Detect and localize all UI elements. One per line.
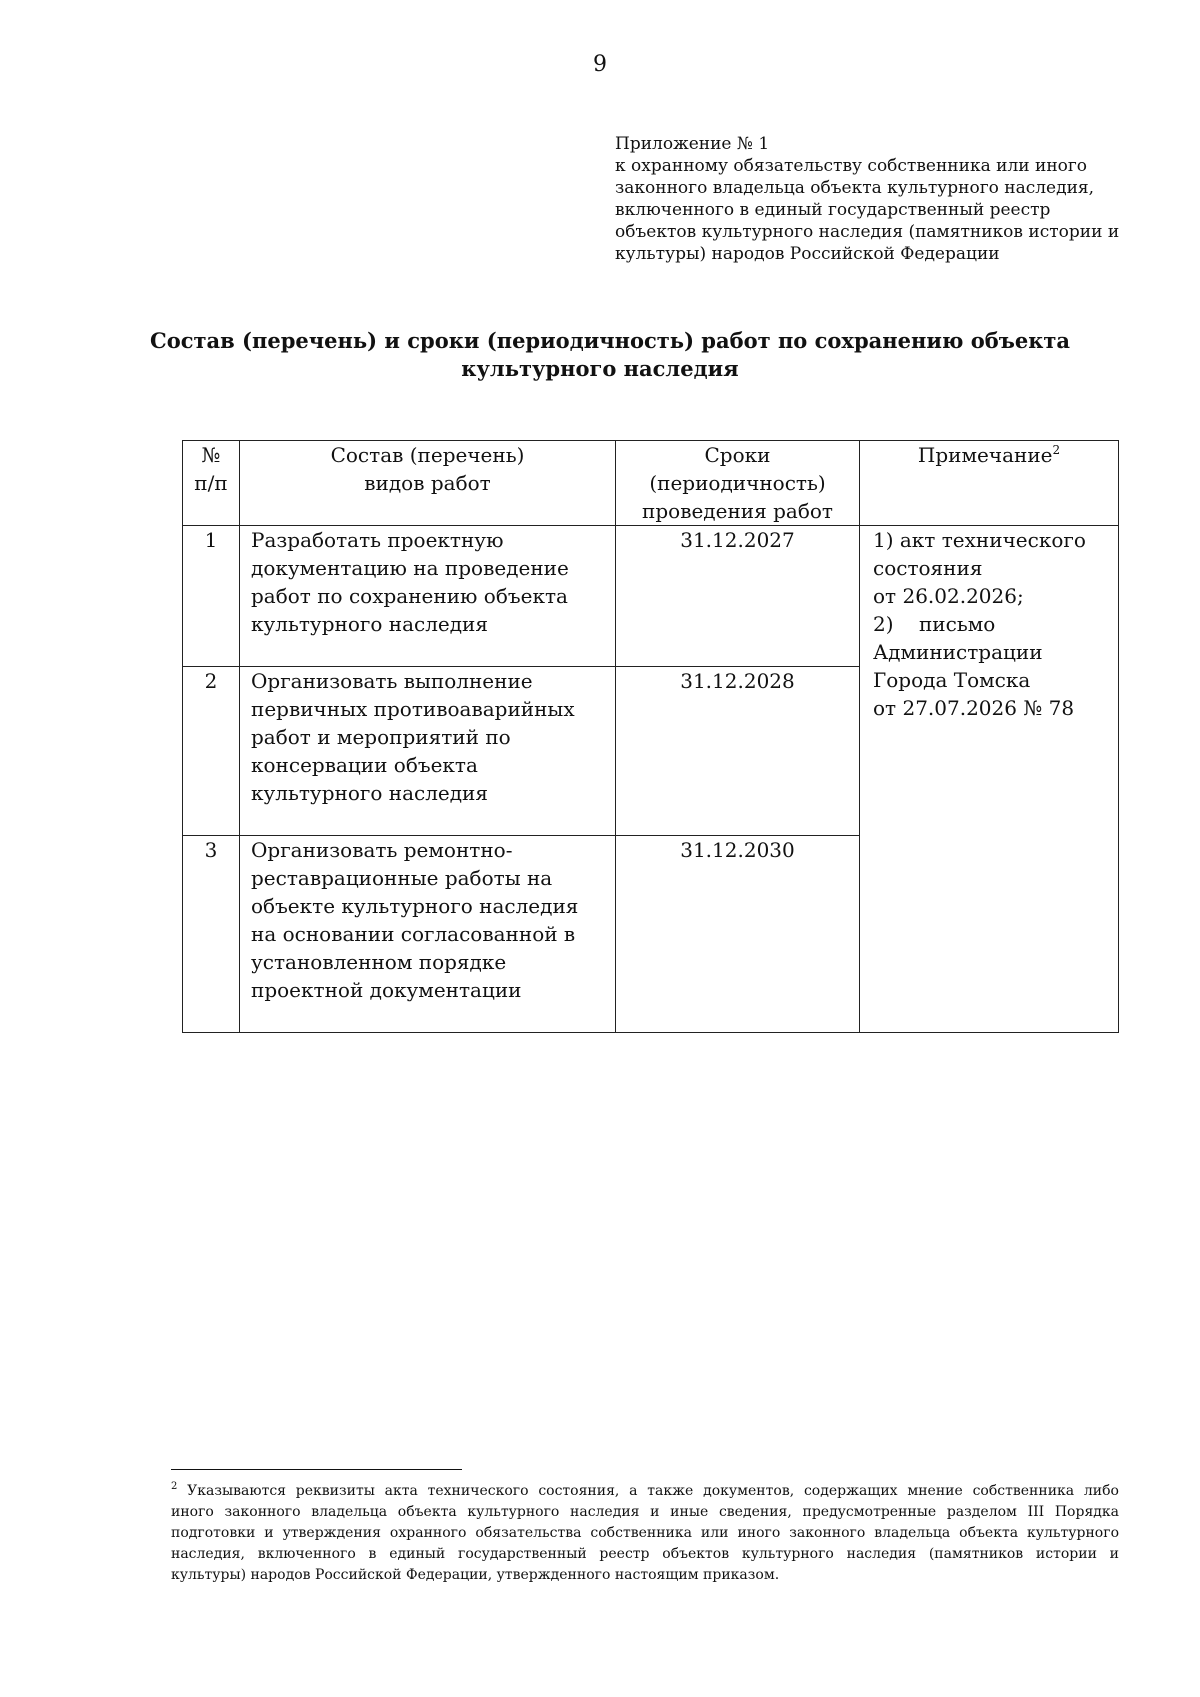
work-term: 31.12.2027 <box>616 526 860 667</box>
title-line: Состав (перечень) и сроки (периодичность) работ по сохранению объекта <box>150 328 1071 353</box>
work-description: Организовать выполнение первичных противоаварийных работ и мероприятий по консервации объекта культурного наследия <box>240 667 616 836</box>
footnote-marker: 2 <box>171 1481 178 1492</box>
footnote <box>171 1481 1119 1586</box>
title-line: культурного наследия <box>461 356 739 381</box>
table-header-row <box>183 441 1119 526</box>
work-term: 31.12.2028 <box>616 667 860 836</box>
page-number: 9 <box>593 52 607 77</box>
appendix-line: к охранному обязательству собственника или иного <box>615 156 1088 176</box>
appendix-line: законного владельца объекта культурного наследия, <box>615 178 1095 198</box>
footnote-ref: 2 <box>1052 443 1061 457</box>
header-note: Примечание$^2$ <box>860 441 1119 526</box>
appendix-line: объектов культурного наследия (памятников истории и <box>615 222 1120 242</box>
footnote-divider <box>171 1469 462 1470</box>
appendix-line: Приложение № 1 <box>615 134 770 154</box>
header-number: № п/п <box>183 441 240 526</box>
footnote-line: $^2$ Указываются реквизиты акта технического состояния, а также документов, содержащих мнение собственника либо <box>171 1481 1119 1499</box>
works-table <box>182 440 1119 1033</box>
work-description: Организовать ремонтно- реставрационные работы на объекте культурного наследия на основании согласованной в установленном порядке проектной документации <box>240 836 616 1033</box>
appendix-line: культуры) народов Российской Федерации <box>615 244 1000 264</box>
row-number: 1 <box>183 526 240 667</box>
header-terms: Сроки (периодичность) проведения работ <box>616 441 860 526</box>
footnote-line: наследия, включенного в единый государственный реестр объектов культурного наследия (памятников истории и <box>171 1546 1119 1562</box>
document-title <box>150 327 1071 383</box>
footnote-line: подготовки и утверждения охранного обязательства собственника или иного законного владельца объекта культурного <box>171 1525 1119 1541</box>
header-works: Состав (перечень) видов работ <box>240 441 616 526</box>
appendix-line: включенного в единый государственный реестр <box>615 200 1051 220</box>
work-description: Разработать проектную документацию на проведение работ по сохранению объекта культурного наследия <box>240 526 616 667</box>
note-cell: 1) акт технического состояния от 26.02.2026; 2) письмо Администрации Города Томска от 27.07.2026 № 78 <box>860 526 1119 1033</box>
appendix-header <box>615 133 1120 265</box>
footnote-line: иного законного владельца объекта культурного наследия и иные сведения, предусмотренные разделом III Порядка <box>171 1504 1119 1520</box>
table-row <box>183 526 1119 667</box>
row-number: 3 <box>183 836 240 1033</box>
work-term: 31.12.2030 <box>616 836 860 1033</box>
footnote-line: культуры) народов Российской Федерации, утвержденного настоящим приказом. <box>171 1567 780 1583</box>
row-number: 2 <box>183 667 240 836</box>
